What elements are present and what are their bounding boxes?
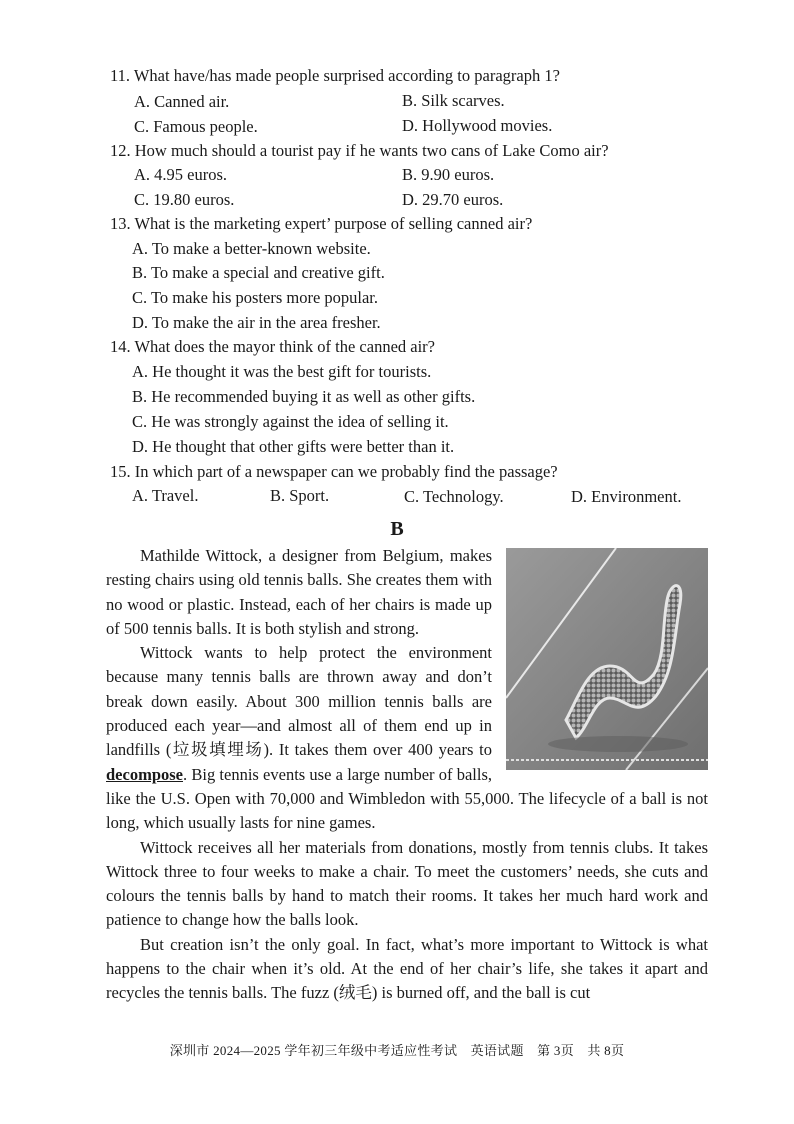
q15-option-b: B. Sport. [270,486,330,505]
tennis-ball-chair-photo [506,548,708,770]
paragraph-3: Wittock receives all her materials from donations, mostly from tennis clubs. It takes Wittock three to four weeks to make a chair. To meet the customers’ needs, she cuts and colours the tennis balls by hand to match their rooms. It takes her much hard work and patience to change how the balls look. [106,837,708,930]
page-footer: 深圳市 2024—2025 学年初三年级中考适应性考试 英语试题 第 3页 共 8页 [169,1043,625,1058]
question-12: 12. How much should a tourist pay if he wants two cans of Lake Como air? [110,141,609,160]
q14-option-c: C. He was strongly against the idea of selling it. [132,412,449,431]
q12-option-d: D. 29.70 euros. [402,190,504,209]
q11-option-b: B. Silk scarves. [402,91,505,110]
paragraph-2-end: . Big tennis events use a large number of balls, like the U.S. Open with 70,000 and Wimbledon with 55,000. The lifecycle of a ball is not long, which usually lasts for nine games. [106,764,708,833]
q14-option-b: B. He recommended buying it as well as other gifts. [132,387,476,406]
q12-option-c: C. 19.80 euros. [134,190,235,209]
keyword-decompose: decompose [106,764,183,784]
q11-option-c: C. Famous people. [134,117,258,136]
question-14: 14. What does the mayor think of the canned air? [110,337,436,356]
q15-option-a: A. Travel. [132,486,199,505]
q14-option-d: D. He thought that other gifts were better than it. [132,437,455,456]
q15-option-c: C. Technology. [404,487,504,506]
q11-option-a: A. Canned air. [134,92,230,111]
q11-option-d: D. Hollywood movies. [402,116,553,135]
q12-option-b: B. 9.90 euros. [402,165,495,184]
question-15: 15. In which part of a newspaper can we probably find the passage? [110,462,558,481]
q15-option-d: D. Environment. [571,487,682,506]
paragraph-2-start: Wittock wants to help protect the environment because many tennis balls are thrown away and don’t break down easily. About 300 million tennis balls are produced each year—and almost all of them end up in landfills (垃圾填埋场). It takes them over 400 years to [106,643,492,760]
section-label: B [390,518,404,540]
q13-option-d: D. To make the air in the area fresher. [132,313,381,332]
question-13: 13. What is the marketing expert’ purpose of selling canned air? [110,214,533,233]
reading-passage [106,544,708,1006]
q14-option-a: A. He thought it was the best gift for tourists. [132,362,432,381]
paragraph-4: But creation isn’t the only goal. In fact, what’s more important to Wittock is what happens to the chair when it’s old. At the end of her chair’s life, she takes it apart and recycles the tennis balls. The fuzz (绒毛) is burned off, and the ball is cut [106,934,708,1003]
q12-option-a: A. 4.95 euros. [134,165,228,184]
paragraph-1: Mathilde Wittock, a designer from Belgium, makes resting chairs using old tennis balls. She creates them with no wood or plastic. Instead, each of her chairs is made up of 500 tennis balls. It is both stylish and strong. [106,546,492,638]
q13-option-b: B. To make a special and creative gift. [132,263,385,282]
q13-option-c: C. To make his posters more popular. [132,288,379,307]
question-11: 11. What have/has made people surprised according to paragraph 1? [110,66,560,85]
q13-option-a: A. To make a better-known website. [132,239,371,258]
